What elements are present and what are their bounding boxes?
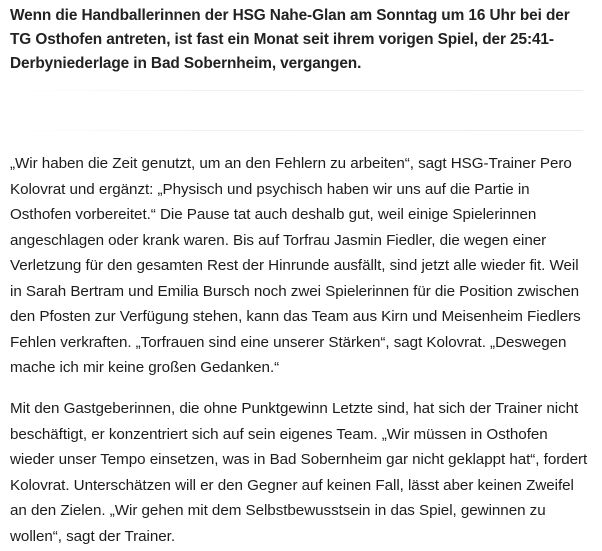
divider — [0, 130, 583, 131]
divider — [0, 90, 583, 91]
article-lead: Wenn die Handballerinnen der HSG Nahe-Glan am Sonntag um 16 Uhr bei der TG Osthofen antreten, ist fast ein Monat seit ihrem vorigen Spiel, der 25:41-Derbyniederlage in Bad Sobernheim, vergangen. — [10, 7, 570, 72]
article-paragraph: „Wir haben die Zeit genutzt, um an den Fehlern zu arbeiten“, sagt HSG-Trainer Pero Kolovrat und ergänzt: „Physisch und psychisch haben wir uns auf die Partie in Osthofen vorbereitet.“ Die Pause tat auch deshalb gut, weil einige Spielerinnen angeschlagen oder krank waren. Bis auf Torfrau Jasmin Fiedler, die wegen einer Verletzung für den gesamten Rest der Hinrunde ausfällt, sind jetzt alle wieder fit. Weil in Sarah Bertram und Emilia Bursch noch zwei Spielerinnen für die Position zwischen den Pfosten zur Verfügung stehen, kann das Team aus Kirn und Meisenheim Fiedlers Fehlen verkraften. „Torfrauen sind eine unserer Stärken“, sagt Kolovrat. „Deswegen mache ich mir keine großen Gedanken.“ — [10, 155, 581, 376]
article-paragraph: Mit den Gastgeberinnen, die ohne Punktgewinn Letzte sind, hat sich der Trainer nicht beschäftigt, er konzentriert sich auf sein eigenes Team. „Wir müssen in Osthofen wieder unser Tempo einsetzen, was in Bad Sobernheim gar nicht geklappt hat“, fordert Kolovrat. Unterschätzen will er den Gegner auf keinen Fall, lässt aber keinen Zweifel an den Zielen. „Wir gehen mit dem Selbstbewusstsein in das Spiel, gewinnen zu wollen“, sagt der Trainer. — [10, 400, 588, 545]
ad-placeholder — [0, 90, 602, 132]
